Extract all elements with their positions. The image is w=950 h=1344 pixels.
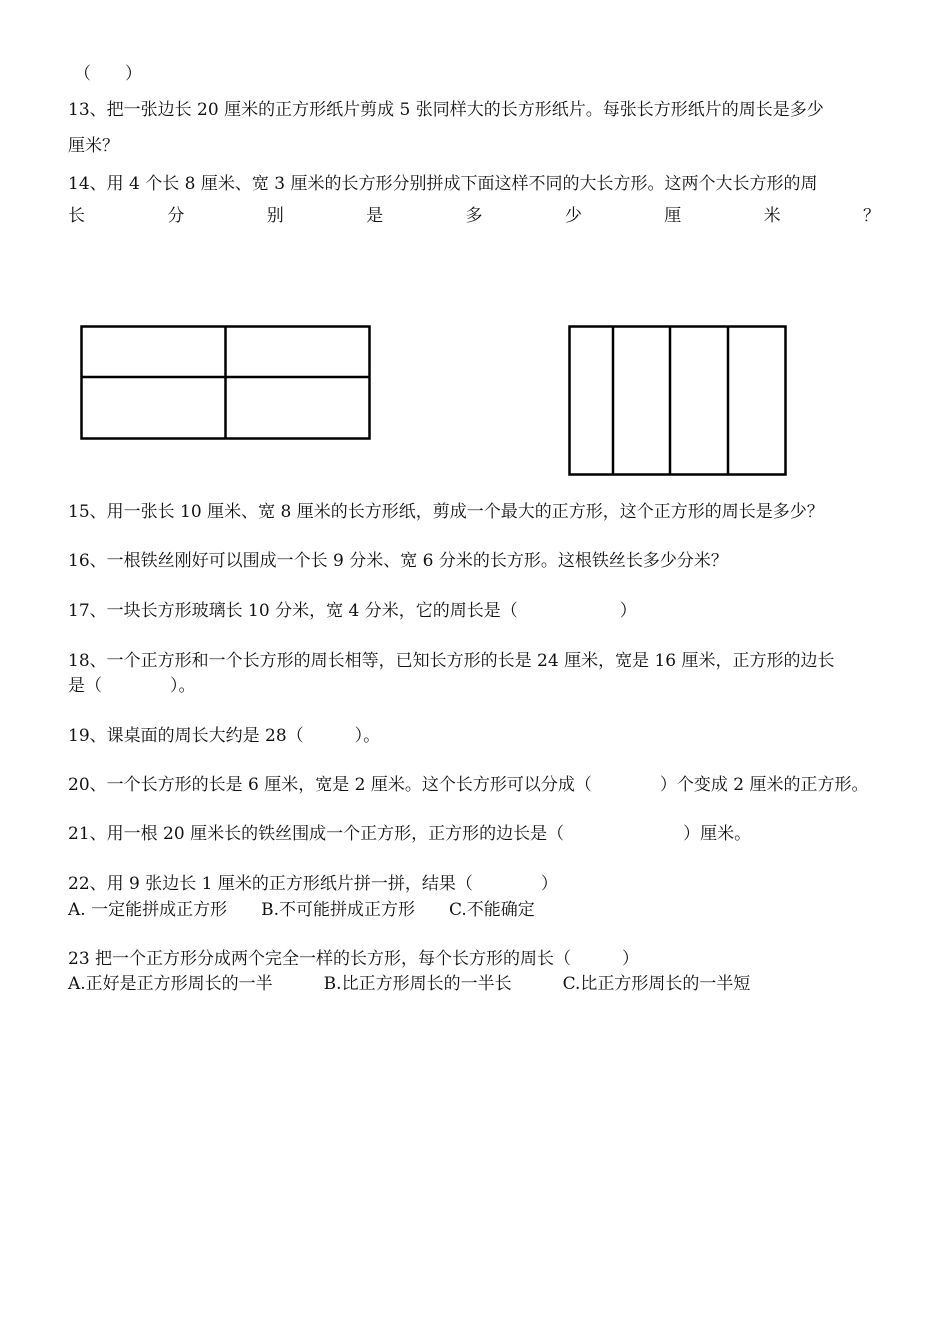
q19: 19、课桌面的周长大约是 28（ ）。 [68, 726, 381, 746]
q14-char: 米 [763, 206, 781, 226]
q21: 21、用一根 20 厘米长的铁丝围成一个正方形，正方形的边长是（ ）厘米。 [68, 824, 752, 844]
q14-char: 是 [366, 206, 384, 226]
q14-char: 长 [68, 206, 85, 226]
q13-line1: 13、把一张边长 20 厘米的正方形纸片剪成 5 张同样大的长方形纸片。每张长方形纸片的周长是多少 [68, 100, 824, 120]
q14-char: 分 [167, 206, 185, 226]
q14-char: 少 [564, 206, 582, 226]
q14-char: 多 [465, 206, 483, 226]
q14-char: 别 [266, 206, 284, 226]
q23-options: A.正好是正方形周长的一半 B.比正方形周长的一半长 C.比正方形周长的一半短 [68, 974, 751, 994]
q14-figure-4strips [568, 325, 788, 477]
q18-line1: 18、一个正方形和一个长方形的周长相等，已知长方形的长是 24 厘米，宽是 16 厘米，正方形的边长 [68, 651, 835, 671]
q14-figure-2x2 [80, 325, 372, 441]
q13-line2: 厘米？ [68, 136, 119, 156]
q18-line2: 是（ ）。 [68, 676, 196, 696]
q12-answer-blank: （ ） [74, 64, 142, 84]
q14-char: 厘 [664, 206, 682, 226]
q17: 17、一块长方形玻璃长 10 分米，宽 4 分米，它的周长是（ ） [68, 601, 637, 621]
q23-stem: 23 把一个正方形分成两个完全一样的长方形，每个长方形的周长（ ） [68, 949, 640, 969]
q22-stem: 22、用 9 张边长 1 厘米的正方形纸片拼一拼，结果（ ） [68, 874, 558, 894]
q14-line2 [68, 206, 880, 226]
q16: 16、一根铁丝刚好可以围成一个长 9 分米、宽 6 分米的长方形。这根铁丝长多少分米？ [68, 551, 728, 571]
q20: 20、一个长方形的长是 6 厘米，宽是 2 厘米。这个长方形可以分成（ ）个变成 2 厘米的正方形。 [68, 775, 869, 795]
q14-char: ？ [863, 206, 880, 226]
q15: 15、用一张长 10 厘米、宽 8 厘米的长方形纸，剪成一个最大的正方形，这个正方形的周长是多少？ [68, 502, 824, 522]
q14-line1: 14、用 4 个长 8 厘米、宽 3 厘米的长方形分别拼成下面这样不同的大长方形。这两个大长方形的周 [68, 174, 818, 194]
q22-options: A. 一定能拼成正方形 B.不可能拼成正方形 C.不能确定 [68, 900, 535, 920]
